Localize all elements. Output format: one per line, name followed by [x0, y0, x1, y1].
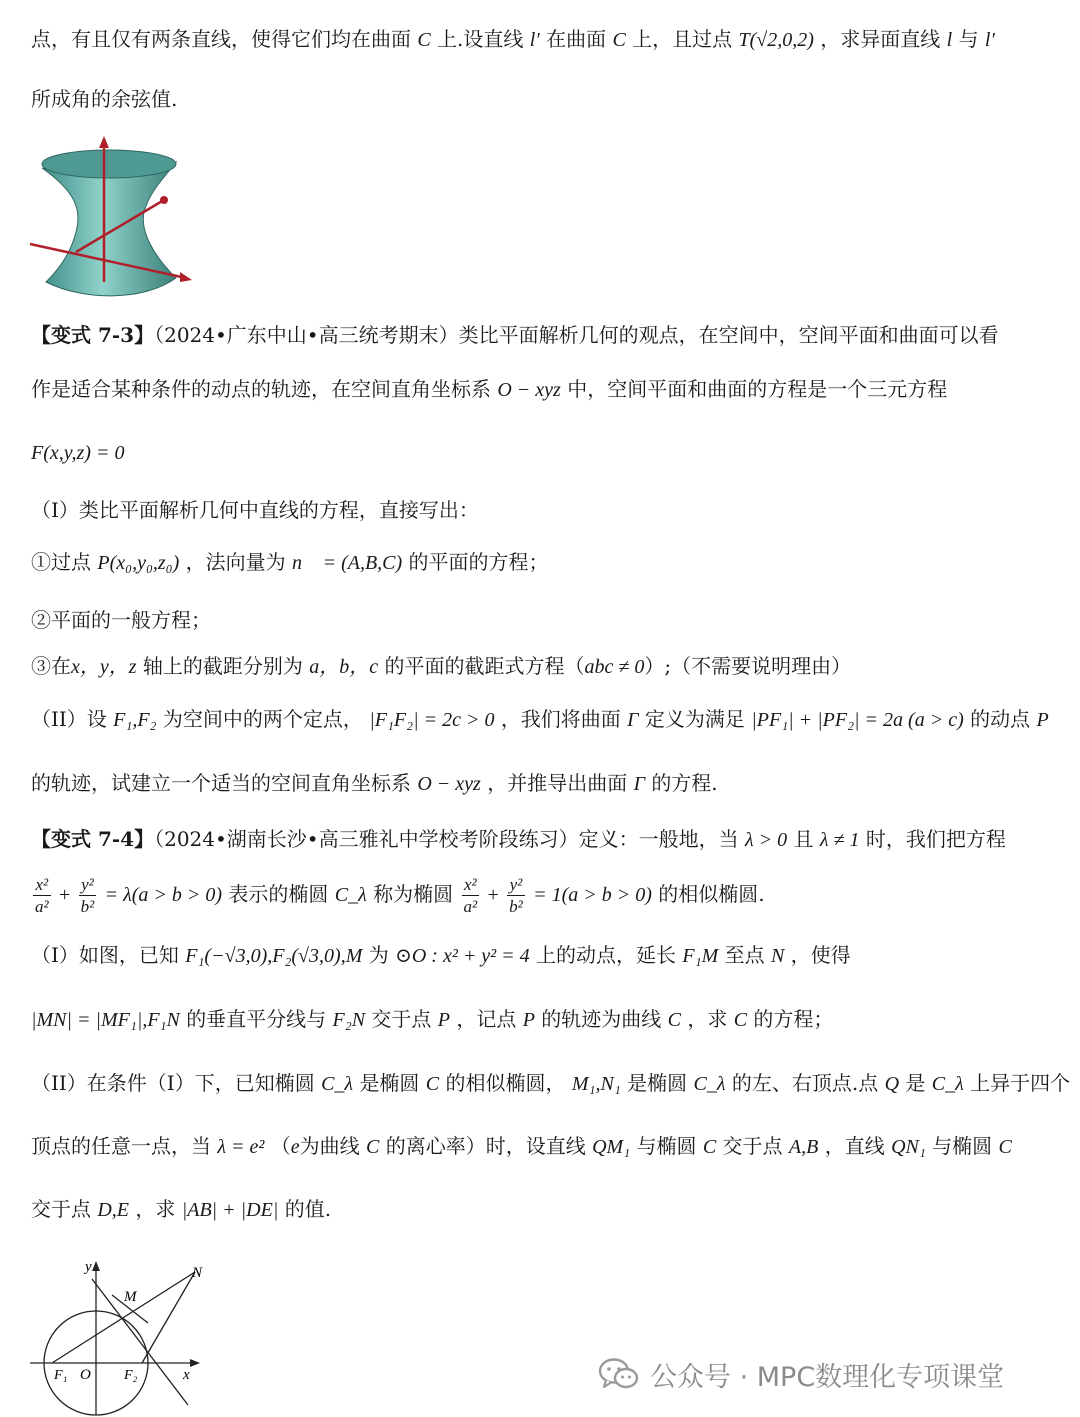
text-line	[31, 940, 1056, 971]
text: 的垂直平分线与	[186, 1007, 327, 1031]
text: 的轨迹，试建立一个适当的空间直角坐标系	[31, 771, 411, 795]
text: 的动点	[970, 707, 1031, 731]
text: ，求异面直线	[820, 27, 941, 51]
math: C_λ	[693, 1073, 726, 1095]
text: 的方程.	[651, 771, 718, 795]
text: ①过点	[31, 550, 91, 574]
math: C_λ	[334, 884, 367, 906]
text: 与椭圆	[932, 1134, 993, 1158]
math: λ > 0	[744, 829, 788, 851]
text: 的值.	[284, 1197, 332, 1221]
text: （	[270, 1134, 291, 1158]
math: F(x,y,z) = 0	[31, 442, 125, 464]
text-line	[31, 374, 1056, 405]
fraction: $\frac{\text{y²}}{\text{b²}}$	[509, 875, 523, 916]
text: 点，有且仅有两条直线，使得它们均在曲面	[31, 27, 411, 51]
math: +	[58, 884, 71, 906]
math: F₁(−√3,0),F₂(√3,0),M	[185, 945, 363, 967]
text: ，直线	[824, 1134, 885, 1158]
math: |F₁F₂| = 2c > 0	[369, 709, 495, 731]
math: QM₁	[592, 1136, 631, 1158]
math: abc ≠ 0	[584, 656, 645, 678]
line-F1N	[52, 1272, 195, 1363]
text: （I）如图，已知	[31, 943, 179, 967]
text: 是	[905, 1071, 926, 1095]
watermark	[598, 1352, 1004, 1396]
text: 所成角的余弦值.	[31, 87, 178, 111]
text: 是椭圆	[359, 1071, 420, 1095]
text: 轴上的截距分别为	[142, 654, 303, 678]
math: C	[998, 1136, 1012, 1158]
math: O − xyz	[417, 773, 481, 795]
math: C	[366, 1136, 380, 1158]
math: |MN| = |MF₁|,F₁N	[31, 1009, 180, 1031]
math: C	[425, 1073, 440, 1095]
math: O − xyz	[497, 379, 561, 401]
text: 交于点	[31, 1197, 91, 1221]
math: T(√2,0,2)	[738, 29, 814, 51]
line-F2N	[142, 1272, 195, 1363]
text: ，并推导出曲面	[487, 771, 628, 795]
text: ③在	[31, 654, 71, 678]
text: 在曲面	[546, 27, 607, 51]
text: 的左、右顶点.点	[731, 1071, 879, 1095]
text-line	[31, 704, 1056, 735]
text-line	[31, 1068, 1071, 1099]
math: P	[1036, 709, 1049, 731]
text: 的平面的截距式方程（	[384, 654, 585, 678]
math: n⃗ = (A,B,C)	[292, 552, 403, 574]
text: （II）在条件（I）下，已知椭圆	[31, 1071, 315, 1095]
math: l′	[984, 29, 995, 51]
text-line	[31, 1194, 1056, 1225]
text-line	[31, 768, 1056, 799]
text-line	[31, 1131, 1056, 1162]
label-x: x	[183, 1367, 190, 1383]
text-line	[31, 320, 1056, 350]
fraction: $\frac{\text{x²}}{\text{a²}}$	[463, 875, 478, 916]
math: C_λ	[931, 1073, 964, 1095]
text: 与椭圆	[636, 1134, 697, 1158]
text: （2024•广东中山•高三统考期末）类比平面解析几何的观点，在空间中，空间平面和曲面可以看	[154, 323, 999, 347]
label-F1: F₁	[54, 1368, 68, 1383]
math: x，y，z	[71, 656, 137, 678]
text: 为	[368, 943, 389, 967]
text: （I）类比平面解析几何中直线的方程，直接写出：	[31, 498, 479, 522]
text: 作是适合某种条件的动点的轨迹，在空间直角坐标系	[31, 377, 491, 401]
math: a，b，c	[309, 656, 379, 678]
fraction: $\frac{\text{x²}}{\text{a²}}$	[35, 875, 49, 916]
text: 的相似椭圆，	[445, 1071, 566, 1095]
fraction: $\frac{\text{y²}}{\text{b²}}$	[80, 875, 95, 916]
perpendicular-bisector	[92, 1279, 188, 1405]
text: ，记点	[456, 1007, 517, 1031]
text: 上.设直线	[437, 27, 524, 51]
math: QN₁	[891, 1136, 926, 1158]
math: |PF₁| + |PF₂| = 2a (a > c)	[751, 709, 964, 731]
math: C	[417, 29, 431, 51]
text: 交于点	[371, 1007, 432, 1031]
text: ，法向量为	[185, 550, 286, 574]
math: λ = e²	[217, 1136, 265, 1158]
ellipse-geometry-figure	[30, 1255, 230, 1417]
text: ②平面的一般方程；	[31, 608, 211, 632]
text: 的轨迹为曲线	[541, 1007, 662, 1031]
text-line	[31, 1004, 1056, 1035]
math: F₂N	[332, 1009, 366, 1031]
text: 上异于四个	[970, 1071, 1071, 1095]
math: C	[612, 29, 626, 51]
text-line	[31, 651, 1056, 682]
text: 定义为满足	[644, 707, 745, 731]
math: l′	[529, 29, 540, 51]
text-line	[31, 24, 1056, 55]
math: |AB| + |DE|	[181, 1199, 279, 1221]
text: ，我们将曲面	[500, 707, 621, 731]
label-F2: F₂	[124, 1368, 138, 1383]
text: 顶点的任意一点，当	[31, 1134, 211, 1158]
math: P(x₀,y₀,z₀)	[97, 552, 180, 574]
text-line	[31, 547, 1056, 578]
text: 表示的椭圆	[228, 882, 329, 906]
text: 时，我们把方程	[865, 827, 1006, 851]
text: 称为椭圆	[373, 882, 454, 906]
text: 的相似椭圆.	[658, 882, 765, 906]
text: 上，且过点	[632, 27, 733, 51]
text: 至点	[724, 943, 765, 967]
text: 为空间中的两个定点，	[162, 707, 363, 731]
text: 的离心率）时，设直线	[385, 1134, 586, 1158]
label-y: y	[85, 1259, 92, 1275]
text-line	[31, 605, 1056, 635]
math: C	[733, 1009, 748, 1031]
math: A,B	[788, 1136, 819, 1158]
text: 与	[958, 27, 979, 51]
math: λ ≠ 1	[819, 829, 860, 851]
text: 中，空间平面和曲面的方程是一个三元方程	[567, 377, 948, 401]
math: = λ(a > b > 0)	[104, 884, 223, 906]
text: 的平面的方程；	[408, 550, 549, 574]
text: 上的动点，延长	[536, 943, 677, 967]
watermark-text: 公众号 · MPC数理化专项课堂	[650, 1361, 1005, 1393]
math: D,E	[97, 1199, 130, 1221]
exercise-tag: 【变式 7-3】	[31, 323, 155, 347]
text-line	[31, 824, 1056, 855]
text: 的方程；	[753, 1007, 834, 1031]
text: ，求	[687, 1007, 728, 1031]
text: ，使得	[790, 943, 851, 967]
math: M₁,N₁	[571, 1073, 621, 1095]
math: e	[290, 1136, 300, 1158]
text: 为曲线	[299, 1134, 360, 1158]
label-O: O	[80, 1367, 91, 1383]
text: （II）设	[31, 707, 107, 731]
text: 是椭圆	[627, 1071, 688, 1095]
exercise-tag: 【变式 7-4】	[31, 827, 155, 851]
math: F₁,F₂	[113, 709, 157, 731]
text: ，求	[135, 1197, 176, 1221]
text-line	[31, 84, 1056, 114]
math: ⊙O : x² + y² = 4	[395, 945, 530, 967]
math: = 1(a > b > 0)	[533, 884, 652, 906]
label-N: N	[192, 1265, 203, 1281]
label-M: M	[124, 1289, 137, 1305]
math: P	[437, 1009, 450, 1031]
text: ）;（不需要说明理由）	[644, 654, 852, 678]
math: N	[770, 945, 785, 967]
text-line	[31, 876, 1056, 915]
math: Γ	[633, 773, 645, 795]
text-line	[31, 495, 1056, 525]
math: F₁M	[682, 945, 719, 967]
text: 且	[793, 827, 814, 851]
text: （2024•湖南长沙•高三雅礼中学校考阶段练习）定义：一般地，当	[154, 827, 739, 851]
wechat-icon	[598, 1356, 640, 1392]
math: P	[522, 1009, 535, 1031]
text: 交于点	[722, 1134, 783, 1158]
math: Q	[884, 1073, 900, 1095]
math: +	[487, 884, 499, 906]
math: C	[667, 1009, 681, 1031]
hyperboloid-figure	[26, 132, 196, 297]
math: Γ	[627, 709, 639, 731]
math: l	[946, 29, 953, 51]
math: C_λ	[321, 1073, 354, 1095]
text-line	[31, 437, 1056, 468]
math: C	[702, 1136, 717, 1158]
